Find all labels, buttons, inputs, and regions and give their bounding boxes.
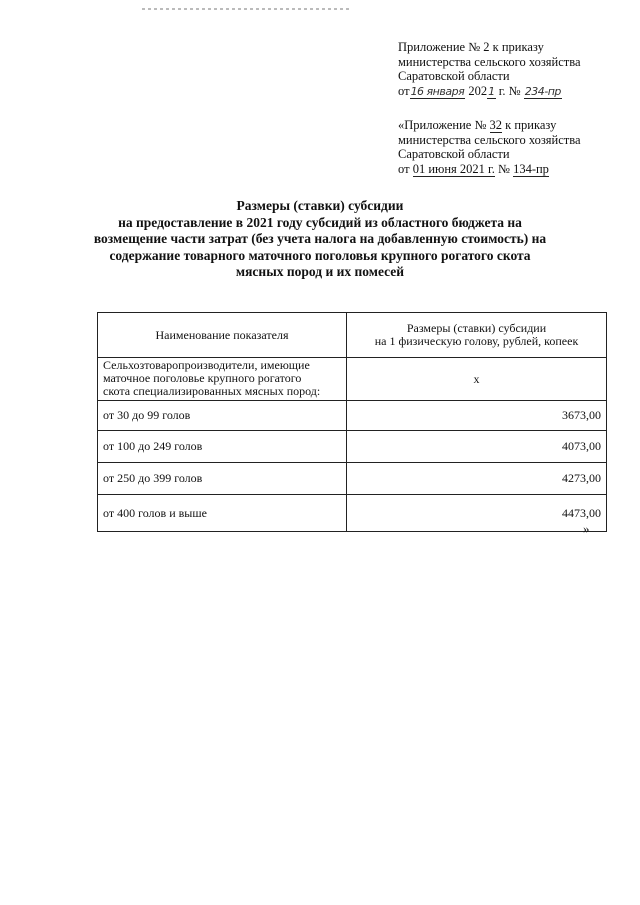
annex-line: Саратовской области [398, 147, 510, 161]
annex-line: министерства сельского хозяйства [398, 132, 581, 147]
number-prefix: г. № [498, 83, 521, 98]
header-rate-line: на 1 физическую голову, рублей, копеек [374, 334, 579, 348]
annex-suffix: к приказу [505, 118, 557, 132]
annex-prefix: «Приложение № [398, 118, 487, 132]
document-title [70, 198, 570, 281]
category-label [98, 358, 347, 401]
row-label: от 400 голов и выше [98, 495, 347, 532]
header-rate-line: Размеры (ставки) субсидии [406, 321, 547, 335]
title-line: на предоставление в 2021 году субсидий из областного бюджета на [118, 214, 522, 230]
title-line: Размеры (ставки) субсидии [236, 198, 404, 213]
order-number: 134-пр [513, 161, 549, 176]
subsidy-rates-table [97, 312, 607, 532]
number-prefix: № [498, 161, 510, 176]
table-row [98, 463, 607, 495]
date-prefix: от [398, 83, 410, 98]
row-label: от 250 до 399 голов [98, 463, 347, 495]
date-prefix: от [398, 161, 410, 176]
row-value: 4073,00 [347, 431, 607, 463]
title-line: содержание товарного маточного поголовья крупного рогатого скота [109, 247, 531, 263]
category-line: маточное поголовье крупного рогатого [103, 371, 302, 385]
row-value: 4273,00 [347, 463, 607, 495]
annex-header-current [398, 40, 628, 99]
header-indicator-name: Наименование показателя [98, 313, 347, 358]
annex-date-line [398, 84, 628, 100]
annex-line [398, 118, 628, 133]
table-row [98, 401, 607, 431]
handwritten-date: 16 января [410, 84, 465, 98]
category-value: х [347, 358, 607, 401]
scan-artifact [142, 8, 352, 10]
annex-line: Приложение № 2 к приказу [398, 40, 544, 54]
annex-line: Саратовской области [398, 69, 510, 83]
title-line: мясных пород и их помесей [235, 264, 405, 279]
annex-number: 32 [489, 118, 503, 132]
table-row [98, 495, 607, 532]
category-line: скота специализированных мясных пород: [103, 384, 321, 398]
category-line: Сельхозтоваропроизводители, имеющие [103, 358, 310, 372]
order-date: 01 июня 2021 г. [412, 161, 495, 176]
row-label: от 100 до 249 голов [98, 431, 347, 463]
row-label: от 30 до 99 голов [98, 401, 347, 431]
annex-line: министерства сельского хозяйства [398, 54, 581, 69]
closing-quote: » [583, 521, 590, 536]
handwritten-number: 234-пр [524, 84, 561, 98]
table-row [98, 431, 607, 463]
annex-header-previous [398, 118, 628, 176]
row-value: 4473,00 [347, 495, 607, 532]
title-line: возмещение части затрат (без учета налога на добавленную стоимость) на [93, 231, 547, 246]
row-value: 3673,00 [347, 401, 607, 431]
table-header-row [98, 313, 607, 358]
table-row-category [98, 358, 607, 401]
header-rate [347, 313, 607, 358]
year-prefix: 202 [468, 83, 488, 98]
annex-date-line [398, 162, 628, 177]
handwritten-year: 1 [488, 84, 495, 98]
